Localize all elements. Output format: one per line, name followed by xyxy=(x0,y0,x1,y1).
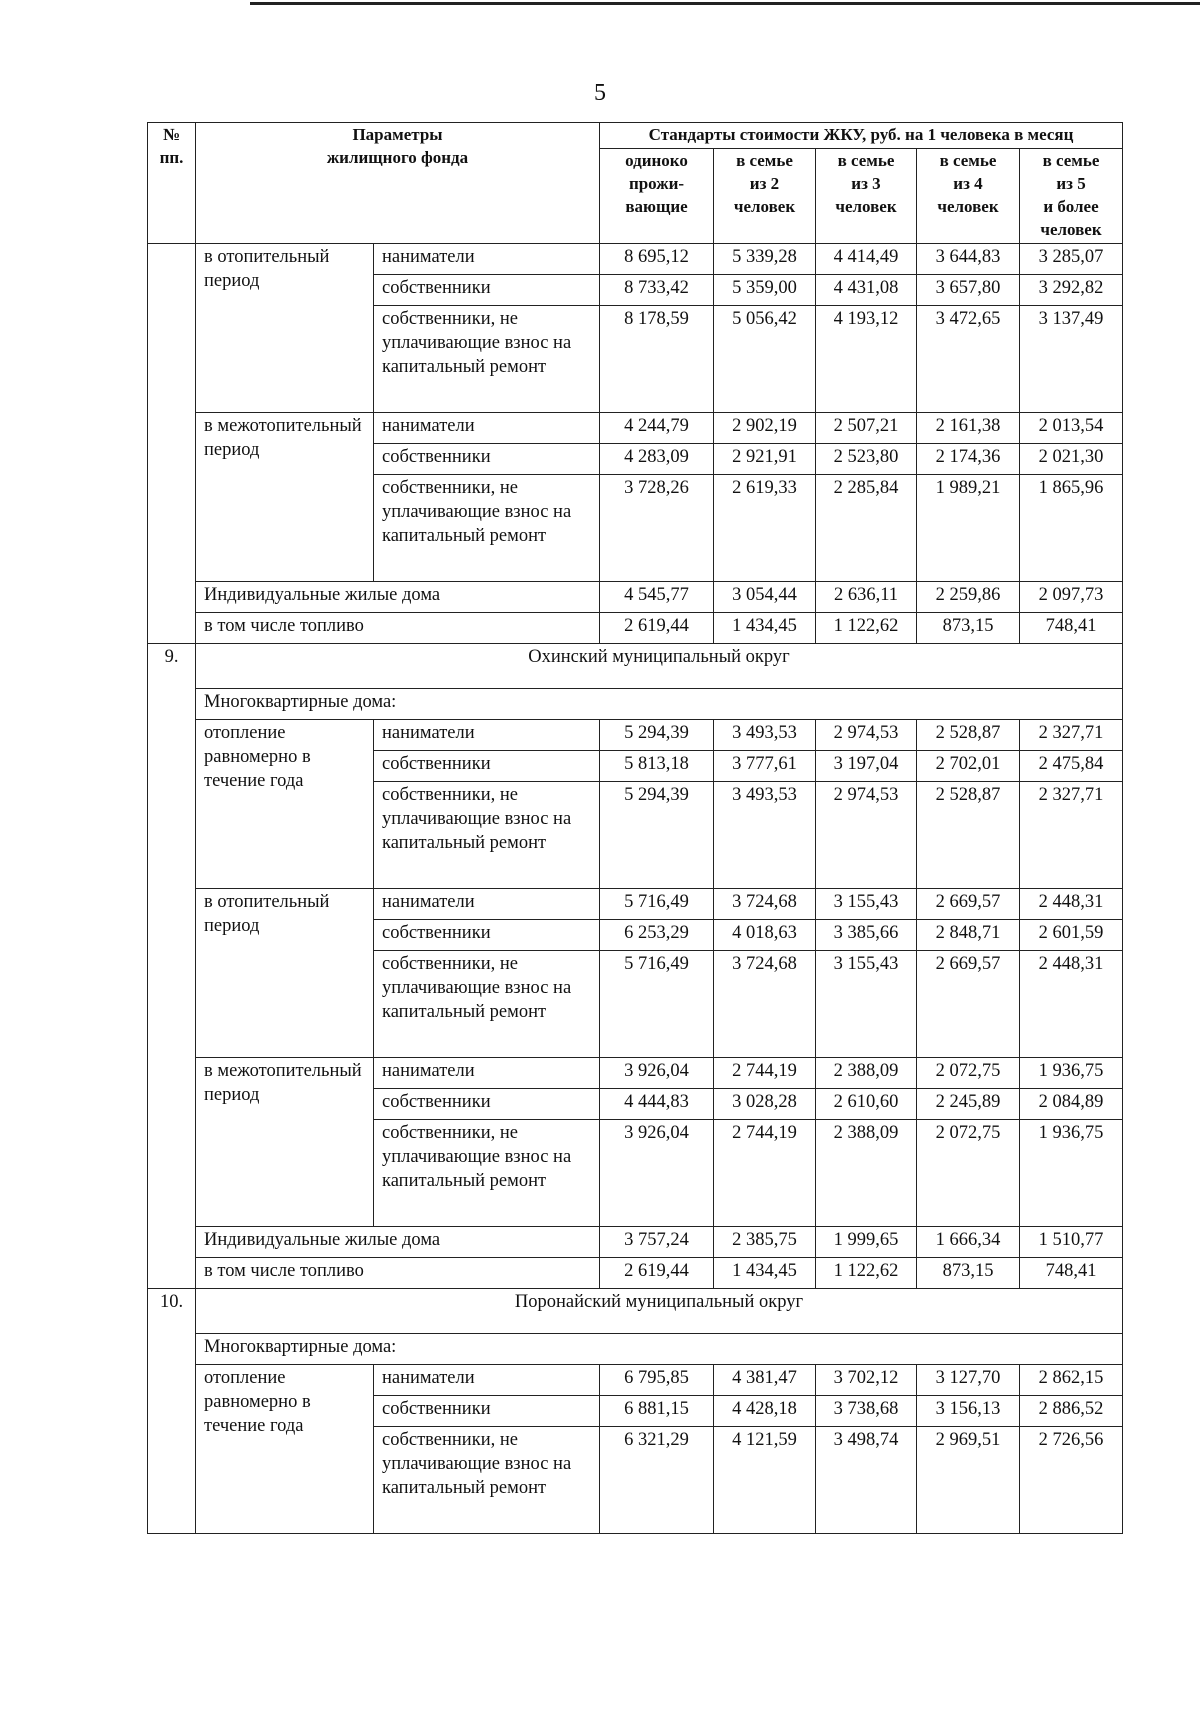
value-cell: 2 528,87 xyxy=(917,719,1020,750)
column-header-5 xyxy=(1020,148,1123,243)
row-label: собственники xyxy=(374,919,600,950)
table-row xyxy=(148,1057,1123,1088)
value-cell: 3 493,53 xyxy=(714,781,816,888)
period-label: в межотопительный период xyxy=(196,1057,374,1226)
column-header-line: в семье xyxy=(736,150,793,170)
value-cell: 2 601,59 xyxy=(1020,919,1123,950)
value-cell: 1 936,75 xyxy=(1020,1057,1123,1088)
value-cell: 8 733,42 xyxy=(600,274,714,305)
value-cell: 3 498,74 xyxy=(816,1426,917,1533)
table-row xyxy=(148,243,1123,274)
value-cell: 2 021,30 xyxy=(1020,443,1123,474)
top-border-line xyxy=(250,2,1200,5)
value-cell: 1 510,77 xyxy=(1020,1226,1123,1257)
value-cell: 2 636,11 xyxy=(816,581,917,612)
table-row xyxy=(148,1257,1123,1288)
value-cell: 2 619,33 xyxy=(714,474,816,581)
value-cell: 2 902,19 xyxy=(714,412,816,443)
apartment-buildings-label: Многоквартирные дома: xyxy=(196,688,1123,719)
individual-houses-label: Индивидуальные жилые дома xyxy=(196,581,600,612)
period-label: в отопительный период xyxy=(196,888,374,1057)
value-cell: 2 448,31 xyxy=(1020,950,1123,1057)
column-header-line: человек xyxy=(733,196,796,216)
value-cell: 3 777,61 xyxy=(714,750,816,781)
section-row xyxy=(148,1288,1123,1333)
column-header-line: в семье xyxy=(939,150,997,170)
value-cell: 4 193,12 xyxy=(816,305,917,412)
value-cell: 3 197,04 xyxy=(816,750,917,781)
value-cell: 4 428,18 xyxy=(714,1395,816,1426)
table-row xyxy=(148,719,1123,750)
row-label: наниматели xyxy=(374,719,600,750)
value-cell: 2 161,38 xyxy=(917,412,1020,443)
value-cell: 2 921,91 xyxy=(714,443,816,474)
individual-houses-label: Индивидуальные жилые дома xyxy=(196,1226,600,1257)
row-label: собственники xyxy=(374,750,600,781)
value-cell: 2 507,21 xyxy=(816,412,917,443)
row-number: 10. xyxy=(148,1288,196,1533)
value-cell: 5 813,18 xyxy=(600,750,714,781)
value-cell: 3 926,04 xyxy=(600,1119,714,1226)
value-cell: 2 013,54 xyxy=(1020,412,1123,443)
value-cell: 2 862,15 xyxy=(1020,1364,1123,1395)
value-cell: 4 018,63 xyxy=(714,919,816,950)
value-cell: 3 156,13 xyxy=(917,1395,1020,1426)
value-cell: 1 434,45 xyxy=(714,1257,816,1288)
value-cell: 5 056,42 xyxy=(714,305,816,412)
value-cell: 2 448,31 xyxy=(1020,888,1123,919)
value-cell: 2 528,87 xyxy=(917,781,1020,888)
standards-header: Стандарты стоимости ЖКУ, руб. на 1 человека в месяц xyxy=(600,123,1123,149)
value-cell: 3 028,28 xyxy=(714,1088,816,1119)
value-cell: 2 974,53 xyxy=(816,781,917,888)
row-label: наниматели xyxy=(374,888,600,919)
fuel-label: в том числе топливо xyxy=(196,1257,600,1288)
column-header-line: и более xyxy=(1043,196,1099,216)
value-cell: 4 414,49 xyxy=(816,243,917,274)
value-cell: 6 881,15 xyxy=(600,1395,714,1426)
value-cell: 2 385,75 xyxy=(714,1226,816,1257)
table-row xyxy=(148,888,1123,919)
column-header-line: человек xyxy=(937,196,999,216)
district-name: Охинский муниципальный округ xyxy=(196,643,1123,688)
value-cell: 4 121,59 xyxy=(714,1426,816,1533)
header-row-1 xyxy=(148,123,1123,149)
row-label: собственники, не уплачивающие взнос на капитальный ремонт xyxy=(374,781,600,888)
value-cell: 5 359,00 xyxy=(714,274,816,305)
value-cell: 3 155,43 xyxy=(816,950,917,1057)
value-cell: 3 054,44 xyxy=(714,581,816,612)
column-header-line: вающие xyxy=(625,196,688,216)
period-label: в межотопительный период xyxy=(196,412,374,581)
value-cell: 1 999,65 xyxy=(816,1226,917,1257)
params-header-line-1: Параметры xyxy=(352,125,443,144)
value-cell: 3 292,82 xyxy=(1020,274,1123,305)
params-header-line-2: жилищного фонда xyxy=(326,147,469,167)
column-header-line: из 3 xyxy=(851,173,881,193)
value-cell: 2 726,56 xyxy=(1020,1426,1123,1533)
value-cell: 3 728,26 xyxy=(600,474,714,581)
value-cell: 2 669,57 xyxy=(917,888,1020,919)
column-header-line: из 4 xyxy=(953,173,983,193)
value-cell: 2 886,52 xyxy=(1020,1395,1123,1426)
value-cell: 2 174,36 xyxy=(917,443,1020,474)
page-number: 5 xyxy=(594,80,606,106)
value-cell: 1 936,75 xyxy=(1020,1119,1123,1226)
value-cell: 4 244,79 xyxy=(600,412,714,443)
period-label: отопление равномерно в течение года xyxy=(196,1364,374,1533)
value-cell: 748,41 xyxy=(1020,1257,1123,1288)
value-cell: 2 072,75 xyxy=(917,1057,1020,1088)
table-row xyxy=(148,581,1123,612)
value-cell: 2 974,53 xyxy=(816,719,917,750)
row-label: наниматели xyxy=(374,243,600,274)
column-header-line: из 2 xyxy=(749,173,780,193)
row-label: собственники xyxy=(374,1088,600,1119)
value-cell: 2 610,60 xyxy=(816,1088,917,1119)
fuel-label: в том числе топливо xyxy=(196,612,600,643)
table-row xyxy=(148,1364,1123,1395)
value-cell: 4 545,77 xyxy=(600,581,714,612)
value-cell: 1 666,34 xyxy=(917,1226,1020,1257)
value-cell: 3 137,49 xyxy=(1020,305,1123,412)
value-cell: 8 695,12 xyxy=(600,243,714,274)
apartment-buildings-label: Многоквартирные дома: xyxy=(196,1333,1123,1364)
value-cell: 3 738,68 xyxy=(816,1395,917,1426)
row-label: наниматели xyxy=(374,1364,600,1395)
row-label: собственники, не уплачивающие взнос на капитальный ремонт xyxy=(374,1119,600,1226)
row-label: собственники, не уплачивающие взнос на капитальный ремонт xyxy=(374,950,600,1057)
column-header-line: прожи- xyxy=(628,173,685,193)
table-row xyxy=(148,1226,1123,1257)
value-cell: 2 259,86 xyxy=(917,581,1020,612)
value-cell: 2 285,84 xyxy=(816,474,917,581)
row-number: 9. xyxy=(148,643,196,1288)
value-cell: 2 702,01 xyxy=(917,750,1020,781)
table-row xyxy=(148,1333,1123,1364)
housing-cost-standards-table xyxy=(147,122,1123,1534)
value-cell: 3 385,66 xyxy=(816,919,917,950)
value-cell: 3 724,68 xyxy=(714,950,816,1057)
row-label: наниматели xyxy=(374,412,600,443)
value-cell: 2 084,89 xyxy=(1020,1088,1123,1119)
column-header-line: в семье xyxy=(837,150,895,170)
column-header-3 xyxy=(816,148,917,243)
row-label: собственники, не уплачивающие взнос на капитальный ремонт xyxy=(374,474,600,581)
value-cell: 748,41 xyxy=(1020,612,1123,643)
value-cell: 2 848,71 xyxy=(917,919,1020,950)
column-header-line: человек xyxy=(835,196,897,216)
value-cell: 3 926,04 xyxy=(600,1057,714,1088)
district-name: Поронайский муниципальный округ xyxy=(196,1288,1123,1333)
value-cell: 2 245,89 xyxy=(917,1088,1020,1119)
value-cell: 3 757,24 xyxy=(600,1226,714,1257)
column-header-line: в семье xyxy=(1042,150,1100,170)
value-cell: 4 283,09 xyxy=(600,443,714,474)
value-cell: 2 475,84 xyxy=(1020,750,1123,781)
params-header xyxy=(196,123,600,244)
value-cell: 2 072,75 xyxy=(917,1119,1020,1226)
value-cell: 5 716,49 xyxy=(600,950,714,1057)
num-header: № пп. xyxy=(148,123,196,244)
column-header-4 xyxy=(917,148,1020,243)
value-cell: 1 989,21 xyxy=(917,474,1020,581)
row-label: собственники xyxy=(374,443,600,474)
table-row xyxy=(148,412,1123,443)
value-cell: 5 294,39 xyxy=(600,719,714,750)
value-cell: 2 669,57 xyxy=(917,950,1020,1057)
value-cell: 5 294,39 xyxy=(600,781,714,888)
column-header-line: человек xyxy=(1040,219,1102,239)
value-cell: 2 744,19 xyxy=(714,1057,816,1088)
row-label: собственники xyxy=(374,274,600,305)
value-cell: 4 431,08 xyxy=(816,274,917,305)
value-cell: 2 619,44 xyxy=(600,1257,714,1288)
value-cell: 1 122,62 xyxy=(816,612,917,643)
value-cell: 1 865,96 xyxy=(1020,474,1123,581)
value-cell: 3 657,80 xyxy=(917,274,1020,305)
value-cell: 3 155,43 xyxy=(816,888,917,919)
table-row xyxy=(148,612,1123,643)
value-cell: 2 969,51 xyxy=(917,1426,1020,1533)
section-row xyxy=(148,643,1123,688)
value-cell: 4 381,47 xyxy=(714,1364,816,1395)
value-cell: 3 702,12 xyxy=(816,1364,917,1395)
column-header-1 xyxy=(600,148,714,243)
value-cell: 2 097,73 xyxy=(1020,581,1123,612)
column-header-line: одиноко xyxy=(625,150,688,170)
value-cell: 5 716,49 xyxy=(600,888,714,919)
value-cell: 6 321,29 xyxy=(600,1426,714,1533)
value-cell: 6 253,29 xyxy=(600,919,714,950)
value-cell: 1 122,62 xyxy=(816,1257,917,1288)
value-cell: 2 523,80 xyxy=(816,443,917,474)
value-cell: 3 472,65 xyxy=(917,305,1020,412)
value-cell: 4 444,83 xyxy=(600,1088,714,1119)
value-cell: 873,15 xyxy=(917,612,1020,643)
row-label: собственники xyxy=(374,1395,600,1426)
value-cell: 2 388,09 xyxy=(816,1119,917,1226)
value-cell: 2 327,71 xyxy=(1020,719,1123,750)
value-cell: 3 493,53 xyxy=(714,719,816,750)
value-cell: 2 388,09 xyxy=(816,1057,917,1088)
column-header-2 xyxy=(714,148,816,243)
value-cell: 2 327,71 xyxy=(1020,781,1123,888)
value-cell: 6 795,85 xyxy=(600,1364,714,1395)
value-cell: 873,15 xyxy=(917,1257,1020,1288)
period-label: отопление равномерно в течение года xyxy=(196,719,374,888)
value-cell: 3 644,83 xyxy=(917,243,1020,274)
value-cell: 2 744,19 xyxy=(714,1119,816,1226)
value-cell: 3 285,07 xyxy=(1020,243,1123,274)
row-label: собственники, не уплачивающие взнос на капитальный ремонт xyxy=(374,305,600,412)
row-label: собственники, не уплачивающие взнос на капитальный ремонт xyxy=(374,1426,600,1533)
row-number xyxy=(148,243,196,643)
value-cell: 5 339,28 xyxy=(714,243,816,274)
value-cell: 2 619,44 xyxy=(600,612,714,643)
period-label: в отопительный период xyxy=(196,243,374,412)
row-label: наниматели xyxy=(374,1057,600,1088)
value-cell: 3 127,70 xyxy=(917,1364,1020,1395)
value-cell: 1 434,45 xyxy=(714,612,816,643)
value-cell: 8 178,59 xyxy=(600,305,714,412)
column-header-line: из 5 xyxy=(1056,173,1086,193)
table-row xyxy=(148,688,1123,719)
value-cell: 3 724,68 xyxy=(714,888,816,919)
